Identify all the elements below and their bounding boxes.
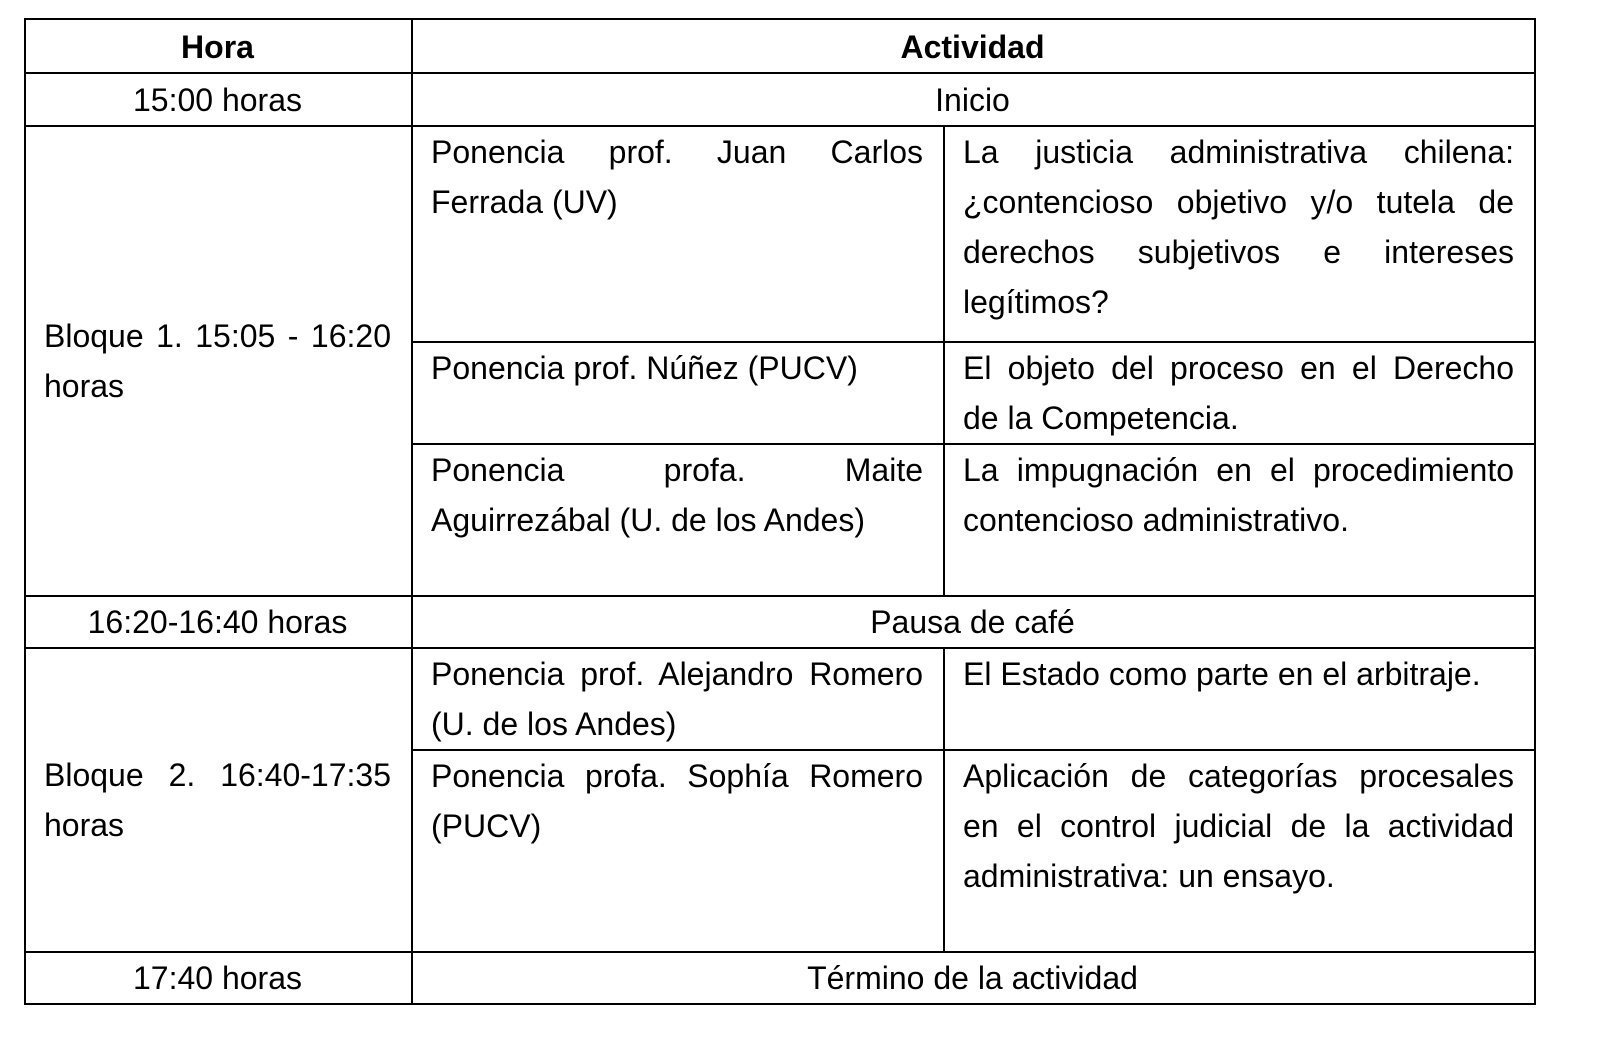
agenda-table [24,18,1536,1005]
inicio-hora: 15:00 horas [25,73,412,126]
table-row [25,126,1535,342]
bloque1-ponente-2: Ponencia prof. Núñez (PUCV) [412,342,944,444]
table-row [25,648,1535,750]
pausa-actividad: Pausa de café [412,596,1535,648]
header-row [25,19,1535,73]
pausa-hora: 16:20-16:40 horas [25,596,412,648]
bloque1-ponente-1: Ponencia prof. Juan Carlos Ferrada (UV) [412,126,944,342]
inicio-actividad: Inicio [412,73,1535,126]
bloque2-hora: Bloque 2. 16:40-17:35 horas [25,648,412,952]
bloque2-titulo-2: Aplicación de categorías procesales en el control judicial de la actividad administrativa: un ensayo. [944,750,1535,952]
bloque2-ponente-2: Ponencia profa. Sophía Romero (PUCV) [412,750,944,952]
termino-actividad: Término de la actividad [412,952,1535,1004]
bloque2-titulo-1: El Estado como parte en el arbitraje. [944,648,1535,750]
bloque1-hora: Bloque 1. 15:05 - 16:20 horas [25,126,412,596]
bloque1-ponente-3: Ponencia profa. Maite Aguirrezábal (U. de los Andes) [412,444,944,596]
bloque1-titulo-1: La justicia administrativa chilena: ¿contencioso objetivo y/o tutela de derechos subjetivos e intereses legítimos? [944,126,1535,342]
bloque2-ponente-1: Ponencia prof. Alejandro Romero (U. de los Andes) [412,648,944,750]
header-actividad: Actividad [412,19,1535,73]
termino-hora: 17:40 horas [25,952,412,1004]
bloque1-titulo-3: La impugnación en el procedimiento contencioso administrativo. [944,444,1535,596]
table-row [25,73,1535,126]
bloque1-titulo-2: El objeto del proceso en el Derecho de la Competencia. [944,342,1535,444]
table-row [25,952,1535,1004]
table-row [25,596,1535,648]
header-hora: Hora [25,19,412,73]
